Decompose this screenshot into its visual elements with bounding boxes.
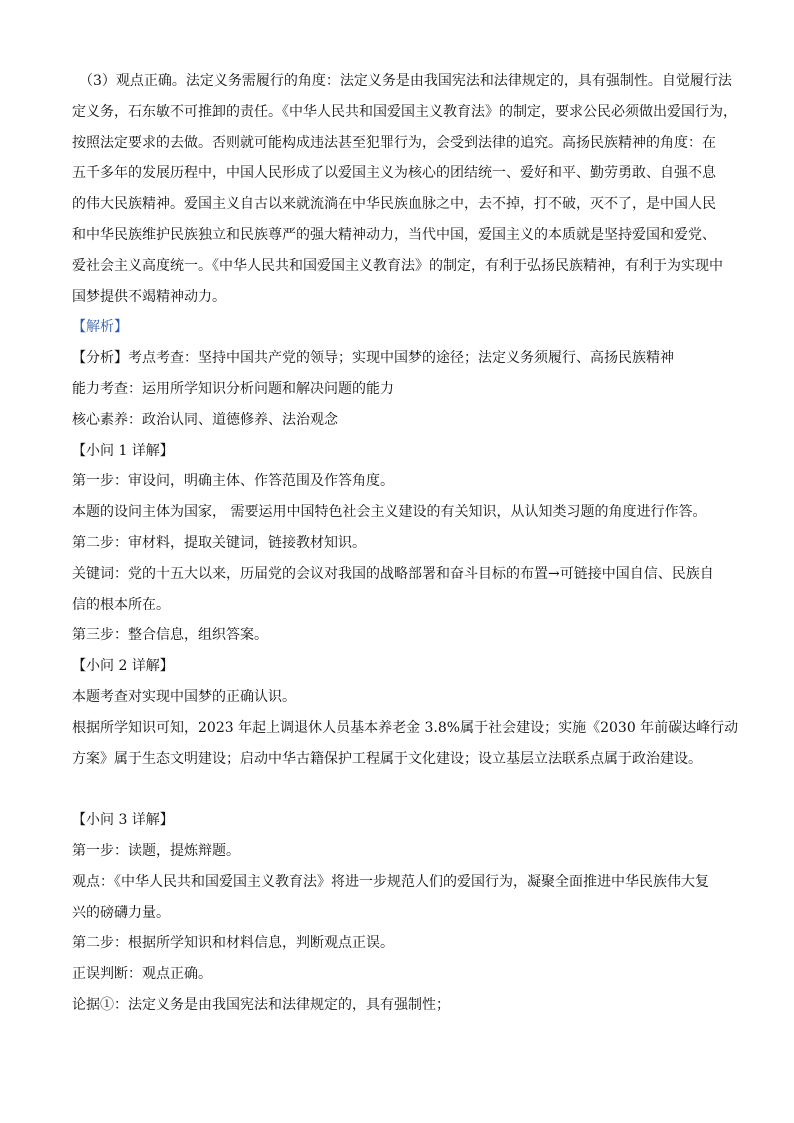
text-line: 根据所学知识可知，2023 年起上调退休人员基本养老金 3.8%属于社会建设；实施《2030 年前碳达峰行动 [72,719,739,736]
text-line: 定义务，石东敏不可推卸的责任。《中华人民共和国爱国主义教育法》的制定，要求公民必须做出爱国行为， [72,103,737,120]
text-line: 和中华民族维护民族独立和民族尊严的强大精神动力，当代中国，爱国主义的本质就是坚持爱国和爱党、 [72,226,716,243]
document-body [72,66,739,1021]
text-line: 的伟大民族精神。爱国主义自古以来就流淌在中华民族血脉之中，去不掉，打不破，灭不了，是中国人民 [72,196,716,213]
q3-heading: 【小问 3 详解】 [72,812,174,829]
text-line: 五千多年的发展历程中，中国人民形成了以爱国主义为核心的团结统一、爱好和平、勤劳勇敢、自强不息 [72,165,716,182]
text-line: 第二步：审材料，提取关键词，链接教材知识。 [72,534,366,551]
text-line: 核心素养：政治认同、道德修养、法治观念 [72,411,338,428]
text-line: 观点：《中华人民共和国爱国主义教育法》将进一步规范人们的爱国行为，凝聚全面推进中华民族伟大复 [72,873,709,890]
text-line: 关键词：党的十五大以来，历届党的会议对我国的战略部署和奋斗目标的布置→可链接中国自信、民族自 [72,565,714,582]
text-line: 论据①：法定义务是由我国宪法和法律规定的，具有强制性； [72,996,450,1013]
answer-3-paragraph [72,66,737,312]
text-line: 国梦提供不竭精神动力。 [72,288,226,305]
q1-heading: 【小问 1 详解】 [72,442,174,459]
text-line: 【分析】考点考查：坚持中国共产党的领导；实现中国梦的途径；法定义务须履行、高扬民族精神 [72,350,674,367]
text-line: 能力考查：运用所学知识分析问题和解决问题的能力 [72,380,394,397]
q2-section [72,682,739,774]
blank-spacer [72,774,732,805]
text-line: 第一步：审设问，明确主体、作答范围及作答角度。 [72,473,394,490]
text-line: 本题的设问主体为国家， 需要运用中国特色社会主义建设的有关知识，从认知类习题的角度进行作答。 [72,504,707,521]
analysis-heading: 【解析】 [72,319,128,336]
text-line: 本题考查对实现中国梦的正确认识。 [72,688,296,705]
text-line: 爱社会主义高度统一。《中华人民共和国爱国主义教育法》的制定，有利于弘扬民族精神，有利于为实现中 [72,257,723,274]
text-line: 第二步：根据所学知识和材料信息，判断观点正误。 [72,935,394,952]
q2-heading: 【小问 2 详解】 [72,658,174,675]
text-line: 按照法定要求的去做。否则就可能构成违法甚至犯罪行为，会受到法律的追究。高扬民族精神的角度：在 [72,134,716,151]
text-line: 正误判断：观点正确。 [72,966,212,983]
text-line: 方案》属于生态文明建设；启动中华古籍保护工程属于文化建设；设立基层立法联系点属于政治建设。 [72,750,702,767]
q1-section [72,466,732,651]
text-line: 信的根本所在。 [72,596,170,613]
analysis-section [72,343,732,435]
text-line: （3）观点正确。法定义务需履行的角度：法定义务是由我国宪法和法律规定的，具有强制性。自觉履行法 [79,73,732,89]
text-line: 第三步：整合信息，组织答案。 [72,627,268,644]
q3-section [72,836,732,1021]
text-line: 兴的磅礴力量。 [72,904,170,921]
text-line: 第一步：读题，提炼辩题。 [72,842,240,859]
